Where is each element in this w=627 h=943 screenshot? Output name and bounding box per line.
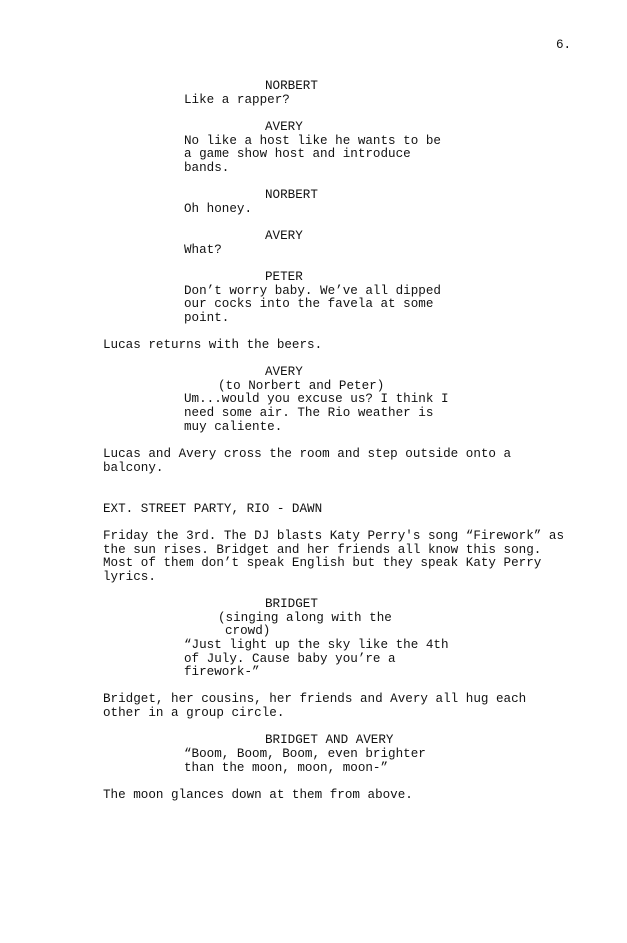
parenthetical: (singing along with the — [218, 611, 392, 625]
dialogue-line: bands. — [184, 161, 230, 175]
character-name: AVERY — [265, 120, 303, 134]
parenthetical: crowd) — [225, 624, 271, 638]
dialogue-line: “Just light up the sky like the 4th — [184, 638, 449, 652]
dialogue-line: Like a rapper? — [184, 93, 290, 107]
dialogue-line: a game show host and introduce — [184, 147, 411, 161]
dialogue-line: No like a host like he wants to be — [184, 134, 441, 148]
dialogue-line: of July. Cause baby you’re a — [184, 652, 396, 666]
parenthetical: (to Norbert and Peter) — [218, 379, 385, 393]
character-name: BRIDGET — [265, 597, 318, 611]
character-name: NORBERT — [265, 79, 318, 93]
action-line: Most of them don’t speak English but they speak Katy Perry — [103, 556, 542, 570]
action-line: lyrics. — [103, 570, 156, 584]
dialogue-line: firework-” — [184, 665, 260, 679]
dialogue-line: need some air. The Rio weather is — [184, 406, 434, 420]
action-line: Bridget, her cousins, her friends and Avery all hug each — [103, 692, 527, 706]
action-line: Lucas returns with the beers. — [103, 338, 323, 352]
character-name: NORBERT — [265, 188, 318, 202]
dialogue-line: point. — [184, 311, 230, 325]
character-name: PETER — [265, 270, 303, 284]
scene-heading: EXT. STREET PARTY, RIO - DAWN — [103, 502, 323, 516]
dialogue-line: our cocks into the favela at some — [184, 297, 434, 311]
dialogue-line: than the moon, moon, moon-” — [184, 761, 389, 775]
character-name: AVERY — [265, 229, 303, 243]
action-line: Lucas and Avery cross the room and step outside onto a — [103, 447, 512, 461]
action-line: Friday the 3rd. The DJ blasts Katy Perry's song “Firework” as — [103, 529, 565, 543]
dialogue-line: “Boom, Boom, Boom, even brighter — [184, 747, 426, 761]
action-line: the sun rises. Bridget and her friends all know this song. — [103, 543, 542, 557]
page-number: 6. — [556, 38, 572, 52]
action-line: balcony. — [103, 461, 164, 475]
action-line: other in a group circle. — [103, 706, 285, 720]
dialogue-line: Um...would you excuse us? I think I — [184, 392, 449, 406]
dialogue-line: What? — [184, 243, 222, 257]
character-name: BRIDGET AND AVERY — [265, 733, 394, 747]
dialogue-line: Don’t worry baby. We’ve all dipped — [184, 284, 441, 298]
character-name: AVERY — [265, 365, 303, 379]
dialogue-line: Oh honey. — [184, 202, 253, 216]
action-line: The moon glances down at them from above. — [103, 788, 413, 802]
dialogue-line: muy caliente. — [184, 420, 283, 434]
